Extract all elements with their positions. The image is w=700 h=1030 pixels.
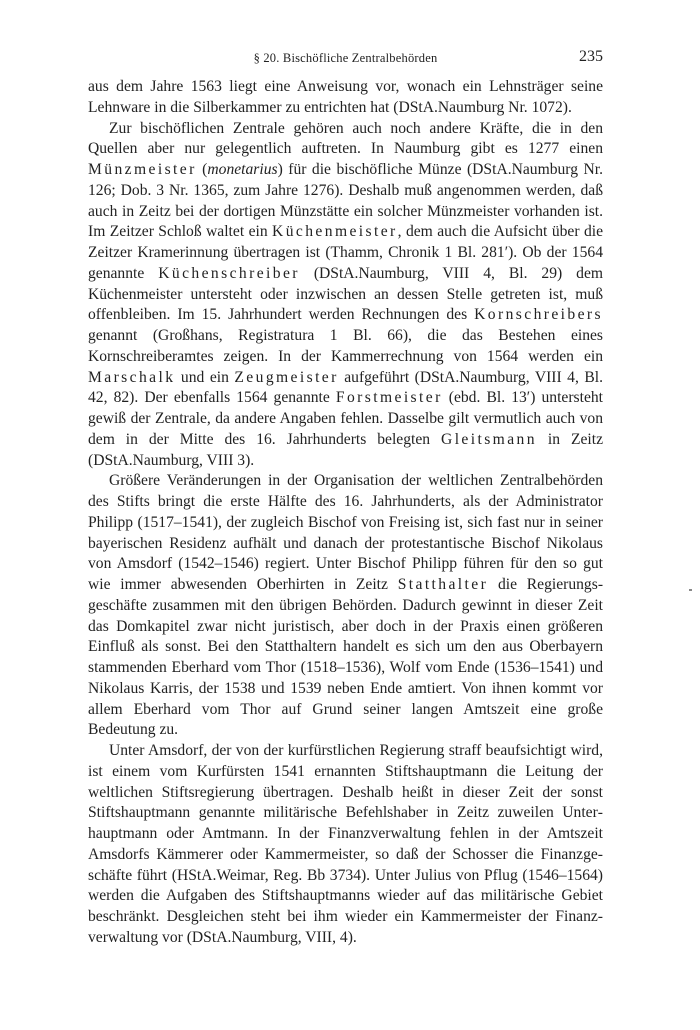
text-run: die Regierungsgeschäfte zusammen mit den übrigen Behörden. Dadurch gewinnt in dieser Zeit das Domkapitel zwar nicht juristisch, aber doch in der Praxis einen größeren Einfluß als sonst. Bei den Statthaltern handelt es sich um den aus Oberbayern stammenden Eberhard vom Thor (1518–1536), Wolf vom Ende (1536–1541) und Nikolaus Karris, der 1538 und 1539 neben Ende amtiert. Von ihnen kommt vor allem Eberhard vom Thor auf Grund seiner langen Amtszeit eine große Bedeutung zu. [88, 576, 604, 739]
spaced-term: Küchenschreiber [158, 264, 300, 282]
text-run: ( [196, 161, 208, 178]
paragraph [88, 741, 603, 949]
running-title: § 20. Bischöfliche Zentralbehörden [253, 51, 438, 65]
page-header [88, 48, 603, 70]
text-run: in Zeitz (DStA.Naumburg, VIII 3). [88, 430, 603, 469]
paragraph [88, 77, 603, 119]
body-text [88, 77, 603, 949]
text-run: aufgeführt (DStA.Naumburg, VIII 4, Bl. 42, 82). Der ebenfalls 1564 genannte [88, 368, 603, 407]
italic-term: monetarius [207, 161, 278, 178]
page-number: 235 [579, 48, 603, 65]
spaced-term: Gleitsmann [441, 430, 537, 448]
text-run: Zur bischöflichen Zentrale gehören auch noch andere Kräfte, die in den Quellen aber nur gelegentlich auftreten. In Naumburg gibt es 1277 einen [88, 119, 603, 158]
spaced-term: Münzmeister [88, 161, 197, 178]
spaced-term: Statthalter [397, 576, 489, 593]
paragraph [88, 471, 603, 741]
spaced-term: Kornschreibers [474, 306, 603, 324]
paragraph [88, 119, 603, 472]
text-run: (DStA.Naumburg, VIII 4, Bl. 29) dem Küchenmeister untersteht oder inzwischen an dessen Stelle getreten ist, muß offenbleiben. Im 15. Jahrhundert werden Rechnungen des [88, 264, 603, 324]
margin-mark [689, 589, 692, 591]
text-run: Größere Veränderungen in der Organisation der weltlichen Zentralbehörden des Stifts bringt die erste Hälfte des 16. Jahrhunderts, als der Administrator Philipp (1517–1541), der zugleich Bischof von Freising ist, sich fast nur in seiner bayerischen Residenz aufhält und danach der protestantische Bischof Nikolaus von Amsdorf (1542–1546) regiert. Unter Bischof Philipp führen für den so gut wie immer abwesenden Oberhirten in Zeitz [88, 472, 603, 593]
spaced-term: Marschalk [88, 368, 176, 386]
spaced-term: Forstmeister [335, 389, 443, 407]
text-run: und ein [175, 368, 235, 386]
text-run: ) für die bischöfliche Münze (DStA.Naumburg Nr. 126; Dob. 3 Nr. 1365, zum Jahre 1276). Deshalb muß angenommen werden, daß auch in Zeitz bei der dortigen Münzstätte ein solcher Münzmeister vorhanden ist. Im Zeitzer Schloß waltet ein [88, 161, 604, 241]
text-run: aus dem Jahre 1563 liegt eine Anweisung vor, wonach ein Lehnsträger seine Lehnware in die Silberkammer zu entrichten hat (DStA.Naumburg Nr. 1072). [88, 78, 603, 116]
text-run: , dem auch die Aufsicht über die Zeitzer Kramerinnung übertragen ist (Thamm, Chronik 1 Bl. 281′). Ob der 1564 genannte [88, 223, 603, 282]
text-run: Unter Amsdorf, der von der kurfürstlichen Regierung straff beaufsichtigt wird, ist einem vom Kurfürsten 1541 ernannten Stiftshauptmann die Leitung der weltlichen Stiftsregierung übertragen. Deshalb heißt in dieser Zeit der sonst Stiftshauptmann genannte militärische Befehlshaber in Zeitz zuweilen Unterhauptmann oder Amtmann. In der Finanzverwaltung fehlen in der Amtszeit Amsdorfs Kämmerer oder Kammermeister, so daß der Schosser die Finanzgeschäfte führt (HStA.Weimar, Reg. Bb 3734). Unter Julius von Pflug (1546–1564) werden die Aufgaben des Stiftshauptmanns wieder auf das militärische Gebiet beschränkt. Desgleichen steht bei ihm wieder ein Kammermeister der Finanzverwaltung vor (DStA.Naumburg, VIII, 4). [88, 742, 603, 946]
text-run: (ebd. Bl. 13′) untersteht gewiß der Zentrale, da andere Angaben fehlen. Dasselbe gilt vermutlich auch von dem in der Mitte des 16. Jahrhunderts belegten [88, 389, 603, 448]
spaced-term: Küchenmeister [272, 223, 398, 241]
spaced-term: Zeugmeister [234, 368, 339, 386]
text-run: genannt (Großhans, Registratura 1 Bl. 66), die das Bestehen eines Kornschreiberamtes zeigen. In der Kammerrechnung von 1564 werden ein [88, 327, 603, 365]
